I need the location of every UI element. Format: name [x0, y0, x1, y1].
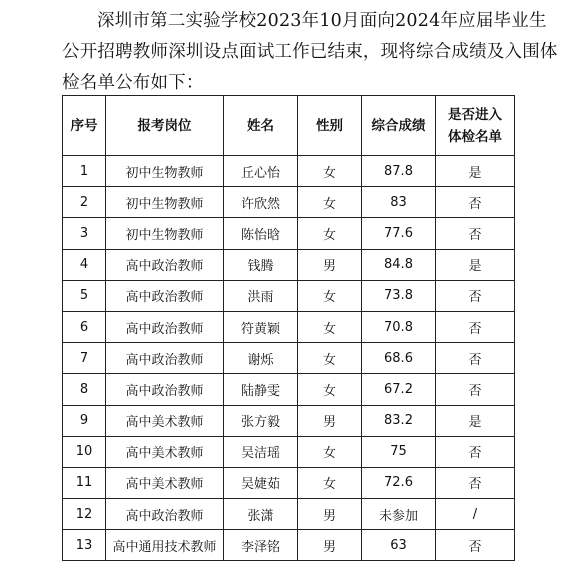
table-row	[63, 374, 515, 405]
table-row	[63, 311, 515, 342]
cell-name: 符黄颖	[224, 311, 298, 342]
cell-position: 高中美术教师	[106, 436, 224, 467]
table-row	[63, 187, 515, 218]
cell-score: 73.8	[362, 280, 436, 311]
table-row	[63, 436, 515, 467]
cell-position: 高中政治教师	[106, 280, 224, 311]
cell-no: 10	[63, 436, 106, 467]
intro-paragraph: 深圳市第二实验学校2023年10月面向2024年应届毕业生公开招聘教师深圳设点面试工作已结束，现将综合成绩及入围体检名单公布如下：	[62, 11, 558, 93]
cell-name: 张潇	[224, 499, 298, 530]
cell-name: 洪雨	[224, 280, 298, 311]
header-score: 综合成绩	[362, 96, 436, 156]
cell-score: 70.8	[362, 311, 436, 342]
cell-gender: 女	[298, 156, 362, 187]
cell-exam: 否	[436, 467, 515, 498]
cell-gender: 男	[298, 249, 362, 280]
table-row	[63, 280, 515, 311]
table-row	[63, 218, 515, 249]
cell-no: 7	[63, 343, 106, 374]
cell-no: 8	[63, 374, 106, 405]
cell-no: 1	[63, 156, 106, 187]
cell-name: 陈怡晗	[224, 218, 298, 249]
table-header	[63, 96, 515, 156]
header-row	[63, 96, 515, 156]
cell-exam: 否	[436, 280, 515, 311]
cell-gender: 女	[298, 467, 362, 498]
cell-no: 11	[63, 467, 106, 498]
cell-position: 高中政治教师	[106, 311, 224, 342]
cell-score: 83	[362, 187, 436, 218]
cell-gender: 男	[298, 530, 362, 561]
table-row	[63, 530, 515, 561]
cell-score: 87.8	[362, 156, 436, 187]
cell-no: 13	[63, 530, 106, 561]
cell-exam: 是	[436, 249, 515, 280]
cell-name: 丘心怡	[224, 156, 298, 187]
cell-position: 高中美术教师	[106, 467, 224, 498]
header-position: 报考岗位	[106, 96, 224, 156]
cell-exam: 否	[436, 187, 515, 218]
cell-gender: 女	[298, 280, 362, 311]
cell-exam: 否	[436, 530, 515, 561]
table-row	[63, 343, 515, 374]
results-table	[62, 95, 515, 561]
cell-exam: 否	[436, 343, 515, 374]
header-name: 姓名	[224, 96, 298, 156]
cell-gender: 女	[298, 311, 362, 342]
cell-exam: 是	[436, 156, 515, 187]
table-row	[63, 249, 515, 280]
cell-exam: /	[436, 499, 515, 530]
cell-exam: 是	[436, 405, 515, 436]
cell-score: 未参加	[362, 499, 436, 530]
cell-no: 2	[63, 187, 106, 218]
table-body	[63, 156, 515, 561]
cell-no: 5	[63, 280, 106, 311]
cell-score: 67.2	[362, 374, 436, 405]
cell-gender: 男	[298, 499, 362, 530]
cell-score: 83.2	[362, 405, 436, 436]
table-row	[63, 467, 515, 498]
cell-name: 陆静雯	[224, 374, 298, 405]
cell-gender: 女	[298, 218, 362, 249]
cell-score: 72.6	[362, 467, 436, 498]
header-gender: 性别	[298, 96, 362, 156]
cell-score: 84.8	[362, 249, 436, 280]
cell-position: 高中通用技术教师	[106, 530, 224, 561]
cell-name: 张方毅	[224, 405, 298, 436]
table-row	[63, 499, 515, 530]
cell-name: 吴婕茹	[224, 467, 298, 498]
cell-exam: 否	[436, 436, 515, 467]
cell-gender: 女	[298, 436, 362, 467]
table-row	[63, 405, 515, 436]
cell-gender: 男	[298, 405, 362, 436]
cell-no: 12	[63, 499, 106, 530]
cell-score: 77.6	[362, 218, 436, 249]
cell-name: 李泽铭	[224, 530, 298, 561]
cell-exam: 否	[436, 218, 515, 249]
cell-no: 9	[63, 405, 106, 436]
cell-position: 初中生物教师	[106, 156, 224, 187]
cell-name: 钱腾	[224, 249, 298, 280]
cell-score: 68.6	[362, 343, 436, 374]
cell-position: 高中政治教师	[106, 499, 224, 530]
cell-exam: 否	[436, 311, 515, 342]
cell-position: 高中政治教师	[106, 343, 224, 374]
header-exam: 是否进入体检名单	[436, 96, 515, 156]
cell-position: 初中生物教师	[106, 187, 224, 218]
cell-score: 63	[362, 530, 436, 561]
cell-no: 6	[63, 311, 106, 342]
cell-position: 高中政治教师	[106, 249, 224, 280]
cell-name: 谢烁	[224, 343, 298, 374]
cell-score: 75	[362, 436, 436, 467]
cell-gender: 女	[298, 343, 362, 374]
cell-gender: 女	[298, 187, 362, 218]
cell-gender: 女	[298, 374, 362, 405]
cell-position: 高中政治教师	[106, 374, 224, 405]
cell-name: 许欣然	[224, 187, 298, 218]
cell-position: 高中美术教师	[106, 405, 224, 436]
header-no: 序号	[63, 96, 106, 156]
table-row	[63, 156, 515, 187]
cell-no: 4	[63, 249, 106, 280]
cell-exam: 否	[436, 374, 515, 405]
cell-name: 吴洁瑶	[224, 436, 298, 467]
cell-position: 初中生物教师	[106, 218, 224, 249]
cell-no: 3	[63, 218, 106, 249]
